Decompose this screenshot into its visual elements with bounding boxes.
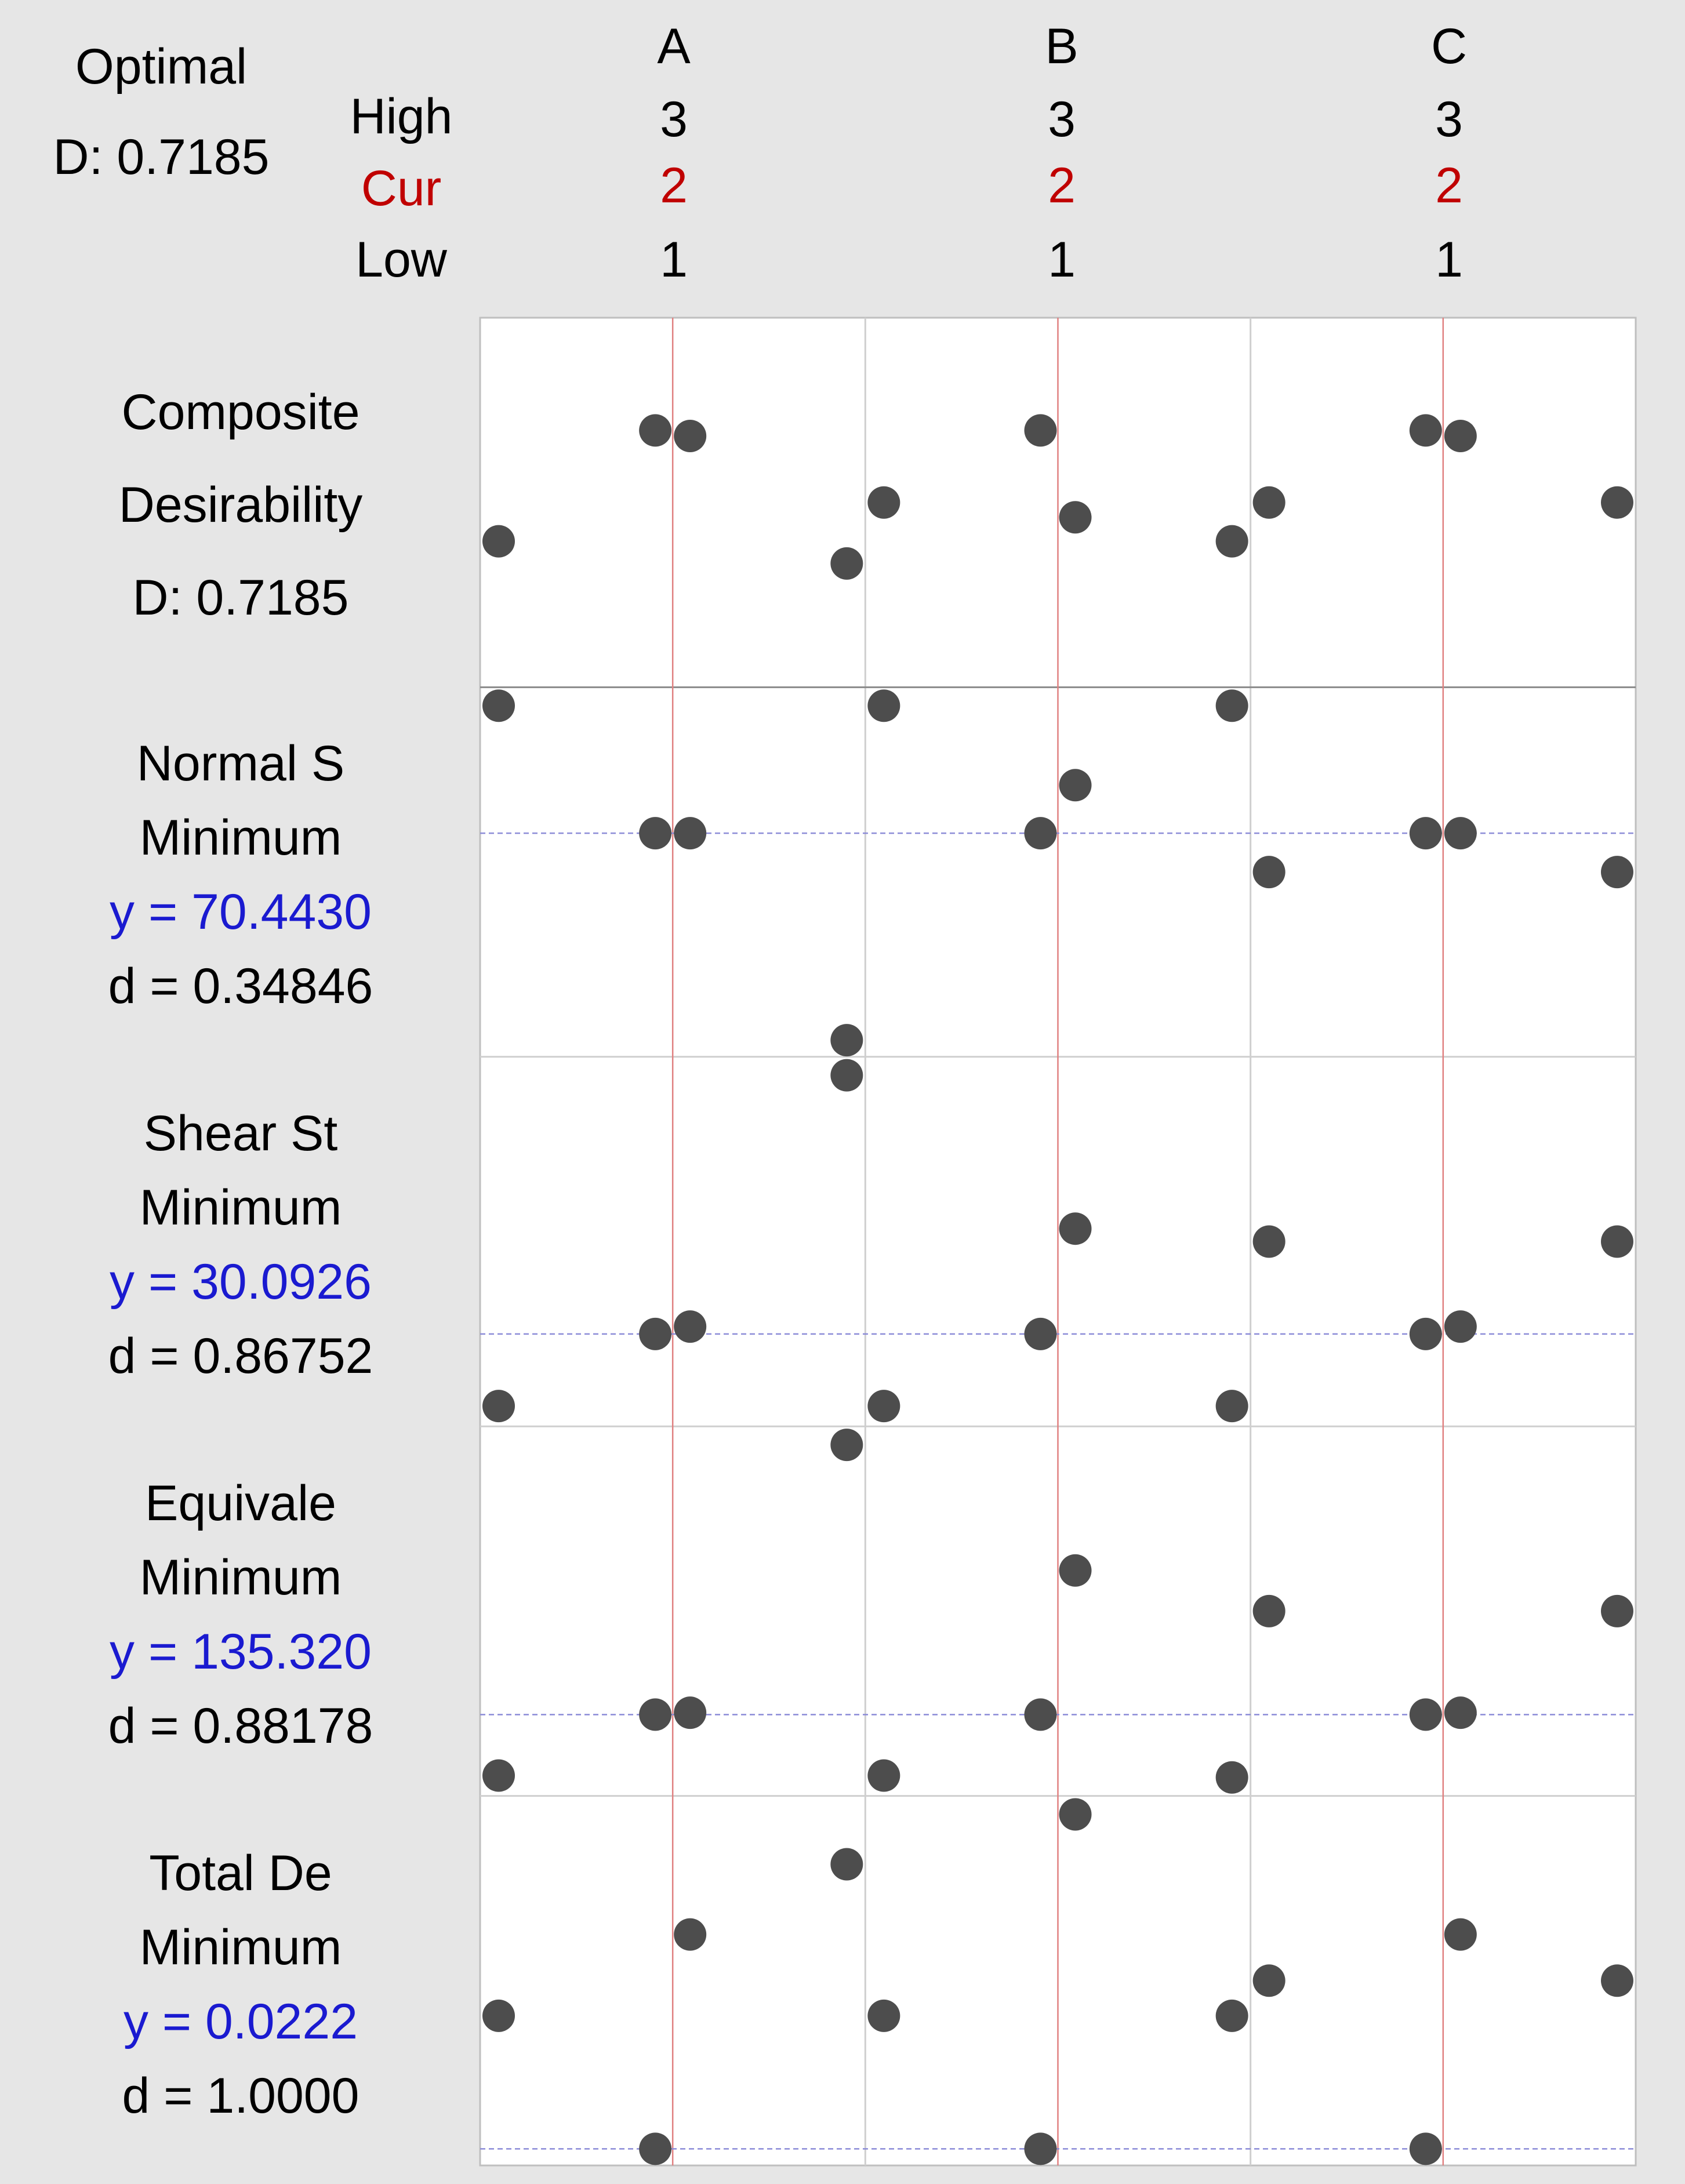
data-point [674, 1918, 706, 1951]
data-point [867, 2000, 900, 2032]
data-point [1253, 1226, 1285, 1258]
response-composite-line1: Composite [121, 384, 360, 440]
data-point [1444, 1696, 1477, 1729]
data-point [1059, 1212, 1092, 1245]
data-point [639, 2132, 671, 2165]
data-point [1601, 856, 1633, 888]
response-composite-line2: Desirability [118, 477, 363, 533]
data-point [482, 2000, 515, 2032]
optimal-d-value: D: 0.7185 [53, 129, 270, 185]
data-point [830, 1059, 863, 1092]
data-point [1024, 2132, 1056, 2165]
data-point [830, 1024, 863, 1056]
response-shear-y: y = 30.0926 [110, 1254, 372, 1310]
data-point [674, 1696, 706, 1729]
data-point [1253, 856, 1285, 888]
data-point [482, 689, 515, 722]
data-point [1253, 1964, 1285, 1997]
response-total-d: d = 1.0000 [122, 2068, 359, 2124]
factor-c-name: C [1430, 19, 1468, 74]
data-point [1216, 2000, 1248, 2032]
data-point [1444, 420, 1477, 452]
response-composite-line3: D: 0.7185 [132, 570, 349, 626]
response-normal-y: y = 70.4430 [110, 884, 372, 940]
factor-c-cur: 2 [1435, 158, 1463, 213]
high-label: High [350, 89, 453, 144]
data-point [1024, 414, 1056, 446]
data-point [1601, 486, 1633, 519]
response-total-y: y = 0.0222 [123, 1994, 358, 2049]
data-point [639, 414, 671, 446]
response-equivale-y: y = 135.320 [110, 1624, 372, 1680]
data-point [1253, 486, 1285, 519]
response-normal-line1: Normal S [136, 736, 345, 791]
data-point [674, 420, 706, 452]
factor-b-name: B [1045, 19, 1078, 74]
data-point [1059, 501, 1092, 533]
factor-a-cur: 2 [660, 158, 688, 213]
data-point [830, 547, 863, 580]
data-point [639, 817, 671, 849]
data-point [1024, 1318, 1056, 1350]
data-point [830, 1848, 863, 1881]
data-point [1601, 1226, 1633, 1258]
data-point [482, 525, 515, 558]
response-shear-line1: Shear St [143, 1106, 338, 1161]
data-point [1024, 1698, 1056, 1731]
factor-a-name: A [657, 19, 691, 74]
data-point [1024, 817, 1056, 849]
data-point [867, 1390, 900, 1422]
data-point [1216, 689, 1248, 722]
data-point [639, 1318, 671, 1350]
data-point [1253, 1595, 1285, 1627]
factor-c-low: 1 [1435, 232, 1463, 288]
data-point [674, 1310, 706, 1343]
data-point [1059, 1554, 1092, 1587]
response-shear-d: d = 0.86752 [108, 1328, 373, 1384]
data-point [1410, 2132, 1442, 2165]
data-point [1059, 1798, 1092, 1830]
factor-a-low: 1 [660, 232, 688, 288]
data-point [1410, 1698, 1442, 1731]
data-point [1216, 1761, 1248, 1794]
response-shear-line2: Minimum [139, 1180, 342, 1235]
factor-c-high: 3 [1435, 92, 1463, 147]
data-point [1059, 769, 1092, 801]
factor-b-cur: 2 [1048, 158, 1076, 213]
data-point [830, 1429, 863, 1461]
data-point [1444, 817, 1477, 849]
data-point [867, 1760, 900, 1792]
data-point [639, 1698, 671, 1731]
cur-label: Cur [361, 161, 442, 216]
low-label: Low [355, 232, 447, 288]
response-equivale-d: d = 0.88178 [108, 1698, 373, 1754]
data-point [1410, 1318, 1442, 1350]
response-equivale-line2: Minimum [139, 1550, 342, 1605]
optimal-label: Optimal [75, 39, 248, 95]
response-total-line1: Total De [149, 1845, 332, 1901]
factor-a-high: 3 [660, 92, 688, 147]
data-point [1601, 1595, 1633, 1627]
data-point [1410, 817, 1442, 849]
factor-b-low: 1 [1048, 232, 1076, 288]
data-point [482, 1760, 515, 1792]
data-point [867, 689, 900, 722]
data-point [674, 817, 706, 849]
response-equivale-line1: Equivale [145, 1476, 336, 1531]
data-point [1216, 525, 1248, 558]
data-point [1410, 414, 1442, 446]
data-point [482, 1390, 515, 1422]
factor-b-high: 3 [1048, 92, 1076, 147]
data-point [1601, 1964, 1633, 1997]
data-point [1444, 1918, 1477, 1951]
data-point [867, 486, 900, 519]
response-normal-line2: Minimum [139, 810, 342, 866]
data-point [1216, 1390, 1248, 1422]
response-normal-d: d = 0.34846 [108, 958, 373, 1014]
response-total-line2: Minimum [139, 1920, 342, 1975]
data-point [1444, 1310, 1477, 1343]
